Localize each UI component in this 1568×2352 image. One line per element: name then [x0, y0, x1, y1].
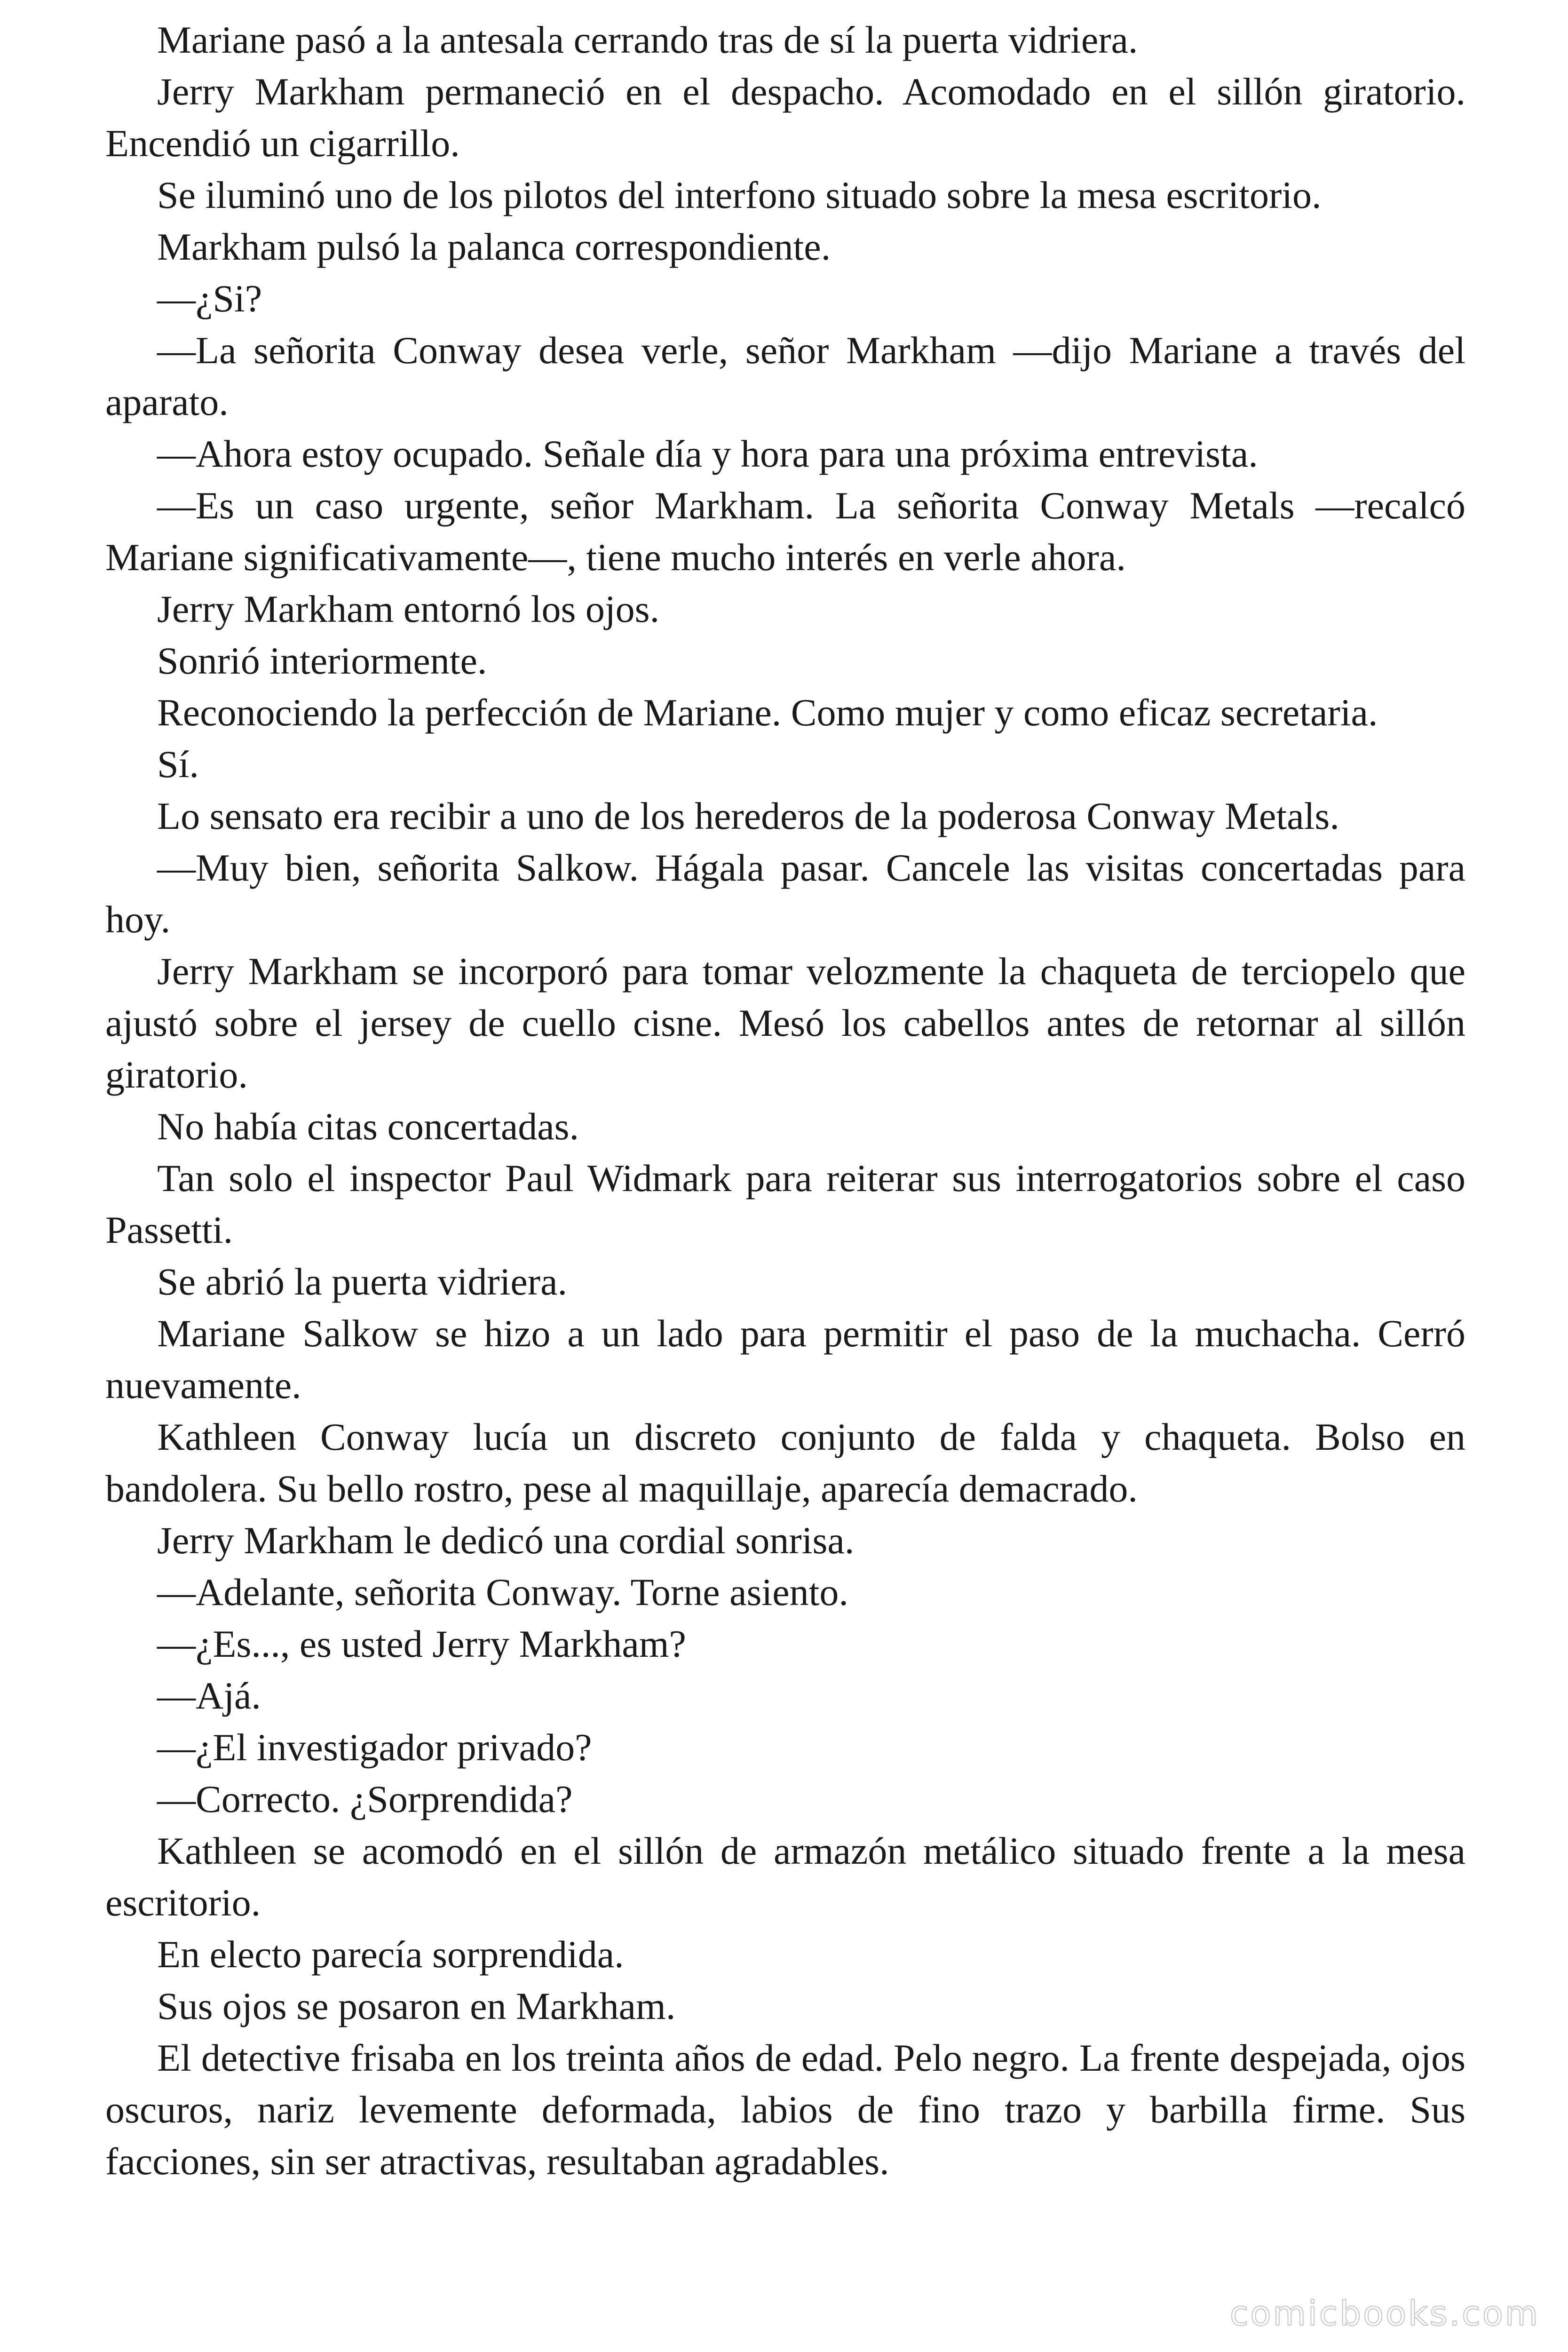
paragraph: Jerry Markham entornó los ojos. — [157, 588, 660, 630]
paragraph: Jerry Markham le dedicó una cordial sonrisa. — [157, 1519, 855, 1562]
paragraph: Lo sensato era recibir a uno de los herederos de la poderosa Conway Metals. — [157, 795, 1339, 837]
page-text — [105, 14, 1465, 2187]
paragraph: Se abrió la puerta vidriera. — [157, 1260, 568, 1303]
paragraph: —Ahora estoy ocupado. Señale día y hora para una próxima entrevista. — [157, 432, 1258, 475]
paragraph: —La señorita Conway desea verle, señor Markham —dijo Mariane a través del aparato. — [105, 329, 1465, 423]
paragraph: En electo parecía sorprendida. — [157, 1933, 624, 1976]
paragraph: Sí. — [157, 743, 199, 786]
paragraph: Reconociendo la perfección de Mariane. Como mujer y como eficaz secretaria. — [157, 691, 1378, 734]
paragraph: El detective frisaba en los treinta años de edad. Pelo negro. La frente despejada, ojos oscuros, nariz levemente deformada, labios de fino trazo y barbilla firme. Sus facciones, sin ser atractivas, resultaban agradables. — [105, 2036, 1465, 2183]
paragraph: Se iluminó uno de los pilotos del interfono situado sobre la mesa escritorio. — [157, 174, 1322, 216]
paragraph: Markham pulsó la palanca correspondiente. — [157, 225, 831, 268]
watermark: comicbooks.com — [1229, 2294, 1540, 2333]
paragraph: —Es un caso urgente, señor Markham. La señorita Conway Metals —recalcó Mariane significativamente—, tiene mucho interés en verle ahora. — [105, 484, 1465, 579]
paragraph: —¿El investigador privado? — [157, 1726, 592, 1769]
paragraph: —Muy bien, señorita Salkow. Hágala pasar. Cancele las visitas concertadas para hoy. — [105, 846, 1465, 941]
paragraph: Tan solo el inspector Paul Widmark para reiterar sus interrogatorios sobre el caso Passetti. — [105, 1157, 1465, 1251]
paragraph: —¿Si? — [157, 277, 262, 320]
paragraph: —¿Es..., es usted Jerry Markham? — [157, 1622, 686, 1665]
paragraph: Kathleen se acomodó en el sillón de armazón metálico situado frente a la mesa escritorio. — [105, 1829, 1465, 1924]
paragraph: Sus ojos se posaron en Markham. — [157, 1985, 676, 2027]
paragraph: Sonrió interiormente. — [157, 639, 487, 682]
paragraph: Jerry Markham se incorporó para tomar velozmente la chaqueta de terciopelo que ajustó sobre el jersey de cuello cisne. Mesó los cabellos antes de retornar al sillón giratorio. — [105, 950, 1465, 1096]
paragraph: —Correcto. ¿Sorprendida? — [157, 1778, 573, 1820]
paragraph: Mariane pasó a la antesala cerrando tras de sí la puerta vidriera. — [157, 18, 1138, 61]
paragraph: Kathleen Conway lucía un discreto conjunto de falda y chaqueta. Bolso en bandolera. Su bello rostro, pese al maquillaje, aparecía demacrado. — [105, 1415, 1465, 1510]
paragraph: —Adelante, señorita Conway. Torne asiento. — [157, 1571, 848, 1613]
paragraph: Mariane Salkow se hizo a un lado para permitir el paso de la muchacha. Cerró nuevamente. — [105, 1312, 1465, 1406]
paragraph: Jerry Markham permaneció en el despacho. Acomodado en el sillón giratorio. Encendió un cigarrillo. — [105, 70, 1465, 165]
paragraph: No había citas concertadas. — [157, 1105, 579, 1148]
paragraph: —Ajá. — [157, 1674, 261, 1717]
